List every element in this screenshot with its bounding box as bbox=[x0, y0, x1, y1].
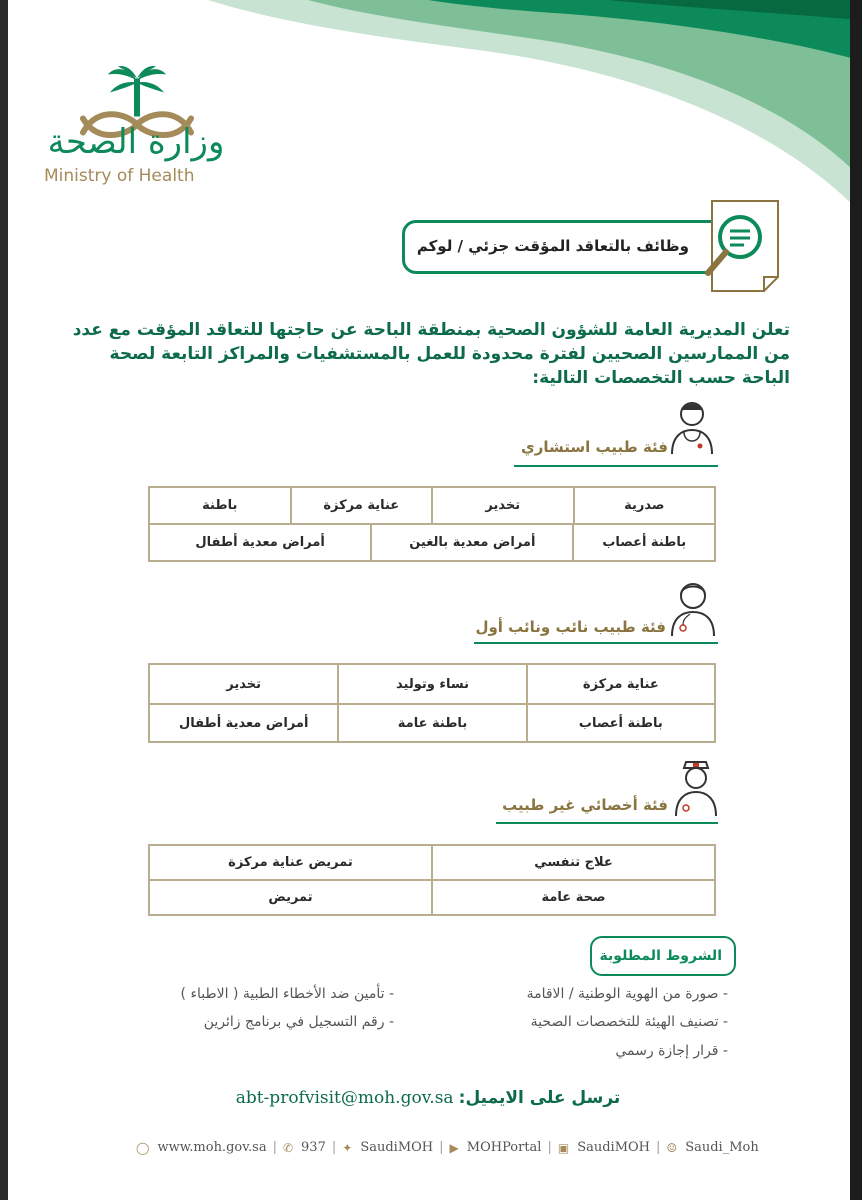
category-registrar-underline bbox=[474, 642, 718, 644]
table-row bbox=[149, 845, 715, 880]
footer-twitter[interactable]: SaudiMOH bbox=[360, 1140, 434, 1155]
footer-website[interactable]: www.moh.gov.sa bbox=[157, 1140, 267, 1155]
table-row bbox=[149, 524, 715, 561]
table-cell: تخدير bbox=[432, 487, 573, 524]
table-cell: عناية مركزة bbox=[527, 664, 715, 704]
title-box bbox=[402, 220, 732, 274]
category-consultant-label: فئة طبيب استشاري bbox=[520, 438, 668, 456]
twitter-icon: ✦ bbox=[342, 1140, 353, 1155]
doctor-consultant-icon bbox=[668, 398, 716, 456]
category-specialist-label: فئة أخصائي غير طبيب bbox=[502, 796, 668, 814]
email-label: ترسل على الايميل: bbox=[458, 1088, 621, 1108]
condition-item: - تأمين ضد الأخطاء الطبية ( الاطباء ) bbox=[180, 986, 394, 1002]
condition-item: - قرار إجازة رسمي bbox=[615, 1043, 728, 1059]
footer-separator: | bbox=[439, 1140, 444, 1155]
specialist-table bbox=[148, 844, 716, 916]
table-cell: تمريض عناية مركزة bbox=[149, 845, 432, 880]
category-specialist-underline bbox=[496, 822, 718, 824]
table-cell: نساء وتوليد bbox=[338, 664, 526, 704]
table-cell: أمراض معدية بالغين bbox=[371, 524, 573, 561]
conditions-title: الشروط المطلوبة bbox=[599, 948, 722, 964]
youtube-icon: ▶ bbox=[449, 1140, 459, 1155]
condition-item: - صورة من الهوية الوطنية / الاقامة bbox=[526, 986, 728, 1002]
consultant-table-row2 bbox=[148, 523, 716, 562]
category-consultant-underline bbox=[514, 465, 718, 467]
intro-paragraph: تعلن المديرية العامة للشؤون الصحية بمنطقة الباحة عن حاجتها للتعاقد المؤقت مع عدد من الممارسين الصحيين لفترة محدودة للعمل بالمستشفيات والمراكز التابعة لصحة الباحة حسب التخصصات التالية: bbox=[72, 320, 790, 388]
instagram-icon: ▣ bbox=[557, 1140, 570, 1155]
footer-youtube[interactable]: MOHPortal bbox=[466, 1140, 542, 1155]
footer-separator: | bbox=[656, 1140, 661, 1155]
footer-phone[interactable]: 937 bbox=[301, 1140, 326, 1155]
table-row bbox=[149, 487, 715, 524]
table-cell: علاج تنفسي bbox=[432, 845, 715, 880]
table-row bbox=[149, 880, 715, 915]
nurse-icon bbox=[672, 758, 720, 818]
consultant-table bbox=[148, 486, 716, 525]
table-cell: باطنة عامة bbox=[338, 704, 526, 742]
registrar-table bbox=[148, 663, 716, 743]
page-title: وظائف بالتعاقد المؤقت جزئي / لوكم bbox=[416, 237, 689, 255]
logo-english-text: Ministry of Health bbox=[44, 166, 195, 186]
table-cell: تمريض bbox=[149, 880, 432, 915]
footer-separator: | bbox=[331, 1140, 337, 1155]
table-cell: صحة عامة bbox=[432, 880, 715, 915]
phone-icon: ✆ bbox=[282, 1140, 294, 1155]
conditions-title-box bbox=[590, 936, 736, 976]
table-cell: أمراض معدية أطفال bbox=[149, 524, 371, 561]
table-row bbox=[149, 704, 715, 742]
table-cell: أمراض معدية أطفال bbox=[149, 704, 338, 742]
table-cell: صدرية bbox=[574, 487, 716, 524]
footer-links bbox=[136, 1140, 759, 1155]
category-registrar-label: فئة طبيب نائب ونائب أول bbox=[475, 618, 666, 636]
footer-instagram[interactable]: SaudiMOH bbox=[577, 1140, 651, 1155]
table-row bbox=[149, 664, 715, 704]
table-cell: باطنة أعصاب bbox=[527, 704, 715, 742]
logo-arabic-text: وزارة الصحة bbox=[47, 122, 225, 162]
condition-item: - رقم التسجيل في برنامج زائرين bbox=[203, 1014, 394, 1030]
table-cell: باطنة bbox=[149, 487, 291, 524]
condition-item: - تصنيف الهيئة للتخصصات الصحية bbox=[530, 1014, 728, 1030]
document-search-icon bbox=[690, 195, 785, 295]
scan-edge bbox=[850, 0, 862, 1200]
footer-snapchat[interactable]: Saudi_Moh bbox=[685, 1140, 759, 1155]
globe-icon: ◯ bbox=[136, 1140, 150, 1155]
doctor-registrar-icon bbox=[668, 578, 718, 638]
footer-separator: | bbox=[547, 1140, 552, 1155]
email-address[interactable]: abt-profvisit@moh.gov.sa bbox=[235, 1088, 454, 1108]
table-cell: تخدير bbox=[149, 664, 338, 704]
table-cell: عناية مركزة bbox=[291, 487, 433, 524]
announcement-page bbox=[8, 0, 858, 1200]
footer-separator: | bbox=[272, 1140, 277, 1155]
snapchat-icon: ☺ bbox=[666, 1140, 678, 1155]
table-cell: باطنة أعصاب bbox=[573, 524, 715, 561]
contact-row bbox=[208, 1088, 648, 1108]
